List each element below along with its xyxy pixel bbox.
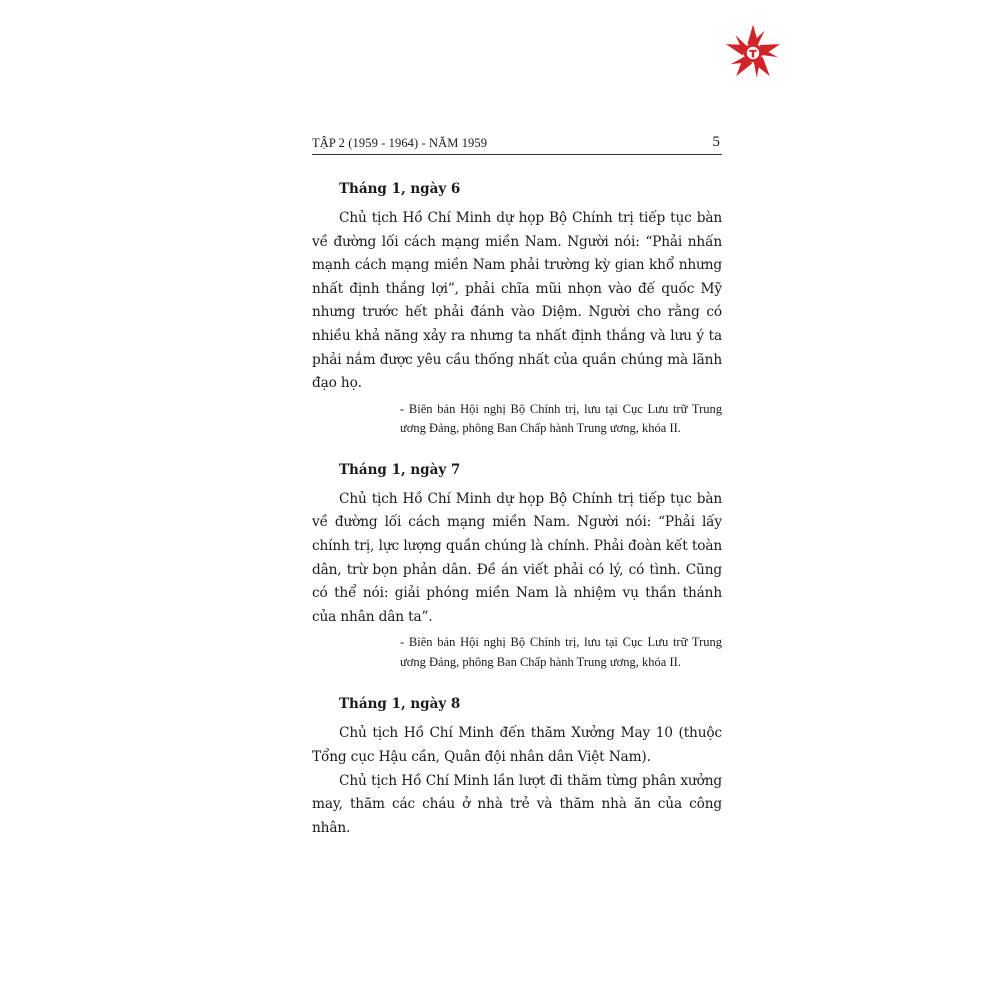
entry-paragraph: Chủ tịch Hồ Chí Minh đến thăm Xưởng May 10 (thuộc Tổng cục Hậu cần, Quân đội nhân dân Việt Nam). — [312, 725, 722, 765]
entry-jan-7 — [312, 462, 722, 673]
running-header — [312, 134, 722, 155]
red-star-emblem-icon — [722, 22, 784, 84]
entry-title: Tháng 1, ngày 7 — [339, 461, 461, 478]
entry-title: Tháng 1, ngày 6 — [339, 181, 461, 197]
entry-paragraph: Chủ tịch Hồ Chí Minh lần lượt đi thăm từng phân xưởng may, thăm các cháu ở nhà trẻ và thăm nhà ăn của công nhân. — [312, 772, 722, 836]
book-page — [312, 134, 722, 840]
entry-paragraph: Chủ tịch Hồ Chí Minh dự họp Bộ Chính trị tiếp tục bàn về đường lối cách mạng miền Nam. Người nói: “Phải nhấn mạnh cách mạng miền Nam phải trường kỳ gian khổ nhưng nhất định thắng lợi”, phải chĩa mũi nhọn vào đế quốc Mỹ nhưng trước hết phải đánh vào Diệm. Người cho rằng có nhiều khả năng xảy ra nhưng ta nhất định thắng và lưu ý ta phải nắm được yêu cầu thống nhất của quần chúng mà lãnh đạo họ. — [312, 210, 722, 392]
source-citation: - Biên bản Hội nghị Bộ Chính trị, lưu tại Cục Lưu trữ Trung ương Đảng, phông Ban Chấp hành Trung ương, khóa II. — [400, 635, 722, 669]
running-title: TẬP 2 (1959 - 1964) - NĂM 1959 — [312, 136, 488, 150]
entry-title: Tháng 1, ngày 8 — [339, 696, 461, 713]
entry-jan-8 — [312, 696, 722, 840]
source-citation: - Biên bản Hội nghị Bộ Chính trị, lưu tại Cục Lưu trữ Trung ương Đảng, phông Ban Chấp hành Trung ương, khóa II. — [400, 401, 722, 436]
entry-jan-6 — [312, 181, 722, 439]
page-number: 5 — [712, 134, 720, 150]
entry-paragraph: Chủ tịch Hồ Chí Minh dự họp Bộ Chính trị tiếp tục bàn về đường lối cách mạng miền Nam. Người nói: “Phải lấy chính trị, lực lượng quần chúng là chính. Phải đoàn kết toàn dân, trừ bọn phản dân. Đề án viết phải có lý, có tình. Cũng có thể nói: giải phóng miền Nam là nhiệm vụ thần thánh của nhân dân ta”. — [312, 490, 722, 625]
